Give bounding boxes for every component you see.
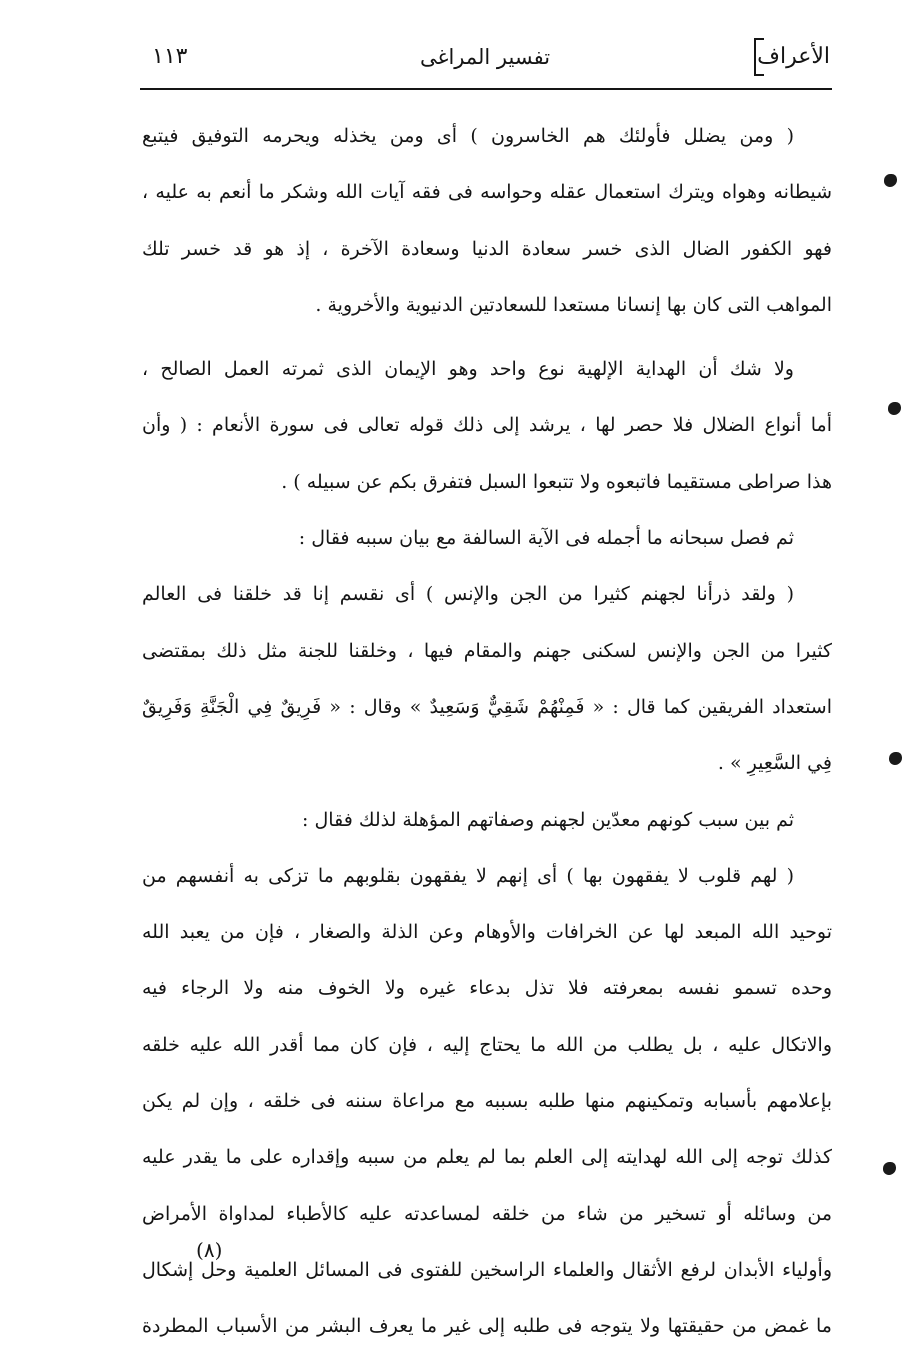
text-line: فهو الكفور الضال الذى خسر سعادة الدنيا وسعادة الآخرة ، إذ هو قد خسر تلك	[142, 237, 832, 260]
text-line: شيطانه وهواه ويترك استعمال عقله وحواسه فى فقه آيات الله وشكر ما أنعم به عليه ،	[142, 181, 832, 204]
text-line: هذا صراطى مستقيما فاتبعوه ولا تتبعوا السبل فتفرق بكم عن سبيله ) .	[281, 470, 832, 493]
text-line: وأولياء الأبدان لرفع الأثقال والعلماء الراسخين للفتوى فى المسائل العلمية وحل إشكال	[142, 1258, 832, 1281]
header-rule	[140, 88, 832, 90]
text-line: ( ومن يضلل فأولئك هم الخاسرون ) أى ومن يخذله ويحرمه التوفيق فيتبع	[142, 125, 794, 147]
binding-hole-mark	[889, 752, 902, 765]
text-line: كذلك توجه إلى الله لهدايته إلى العلم بما لم يعلم من سببه وإقداره على ما يقدر عليه	[142, 1146, 832, 1169]
binding-hole-mark	[888, 402, 901, 415]
text-line: ما غمض من حقيقتها ولا يتوجه فى طلبه إلى غير ما يعرف البشر من الأسباب المطردة	[142, 1315, 832, 1338]
text-line: توحيد الله المبعد لها عن الخرافات والأوهام وعن الذلة والصغار ، فإن من يعبد الله	[142, 921, 832, 944]
book-title: تفسير المراغى	[419, 45, 551, 69]
text-line: ولا شك أن الهداية الإلهية نوع واحد وهو الإيمان الذى ثمرته العمل الصالح ،	[142, 358, 794, 381]
text-line: والاتكال عليه ، بل يطلب من الله ما يحتاج إليه ، فإن كان مما أقدر الله عليه خلقه	[142, 1033, 832, 1056]
binding-hole-mark	[883, 1162, 896, 1175]
text-line: استعداد الفريقين كما قال : « فَمِنْهُمْ شَقِيٌّ وَسَعِيدٌ » وقال : « فَرِيقٌ فِي الْجَنَّةِ وَفَرِيقٌ	[142, 695, 832, 718]
text-line: أما أنواع الضلال فلا حصر لها ، يرشد إلى ذلك قوله تعالى فى سورة الأنعام : ( وأن	[142, 414, 832, 437]
header-bracket	[754, 38, 764, 76]
text-line: المواهب التى كان بها إنسانا مستعدا للسعادتين الدنيوية والأخروية .	[315, 293, 832, 316]
page-number: ١١٣	[152, 44, 188, 69]
binding-hole-mark	[884, 174, 897, 187]
signature-mark: (٨)	[196, 1238, 223, 1262]
text-line: ثم بين سبب كونهم معدّين لجهنم وصفاتهم المؤهلة لذلك فقال :	[302, 808, 794, 831]
text-line: ثم فصل سبحانه ما أجمله فى الآية السالفة مع بيان سببه فقال :	[298, 527, 794, 550]
text-line: ( ولقد ذرأنا لجهنم كثيرا من الجن والإنس ) أى نقسم إنا قد خلقنا فى العالم	[142, 583, 794, 606]
text-line: وحده تسمو نفسه بمعرفته فلا تذل بدعاء غيره ولا الخوف منه ولا الرجاء فيه	[142, 977, 832, 1000]
page-header	[140, 30, 830, 86]
surah-name: الأعراف	[757, 44, 830, 69]
text-line: ( لهم قلوب لا يفقهون بها ) أى إنهم لا يفقهون بقلوبهم ما تزكى به أنفسهم من	[142, 864, 794, 887]
text-line: بإعلامهم بأسبابه وتمكينهم منها طلبه بسببه مع مراعاة سننه فى خلقه ، وإن لم يكن	[142, 1090, 832, 1113]
text-body	[142, 108, 832, 1355]
text-line: كثيرا من الجن والإنس لسكنى جهنم والمقام فيها ، وخلقنا للجنة مثل ذلك بمقتضى	[142, 639, 832, 662]
text-line: فِي السَّعِيرِ » .	[717, 752, 832, 775]
text-line: من وسائله أو تسخير من شاء من خلقه لمساعدته عليه كالأطباء لمداواة الأمراض	[142, 1202, 832, 1225]
